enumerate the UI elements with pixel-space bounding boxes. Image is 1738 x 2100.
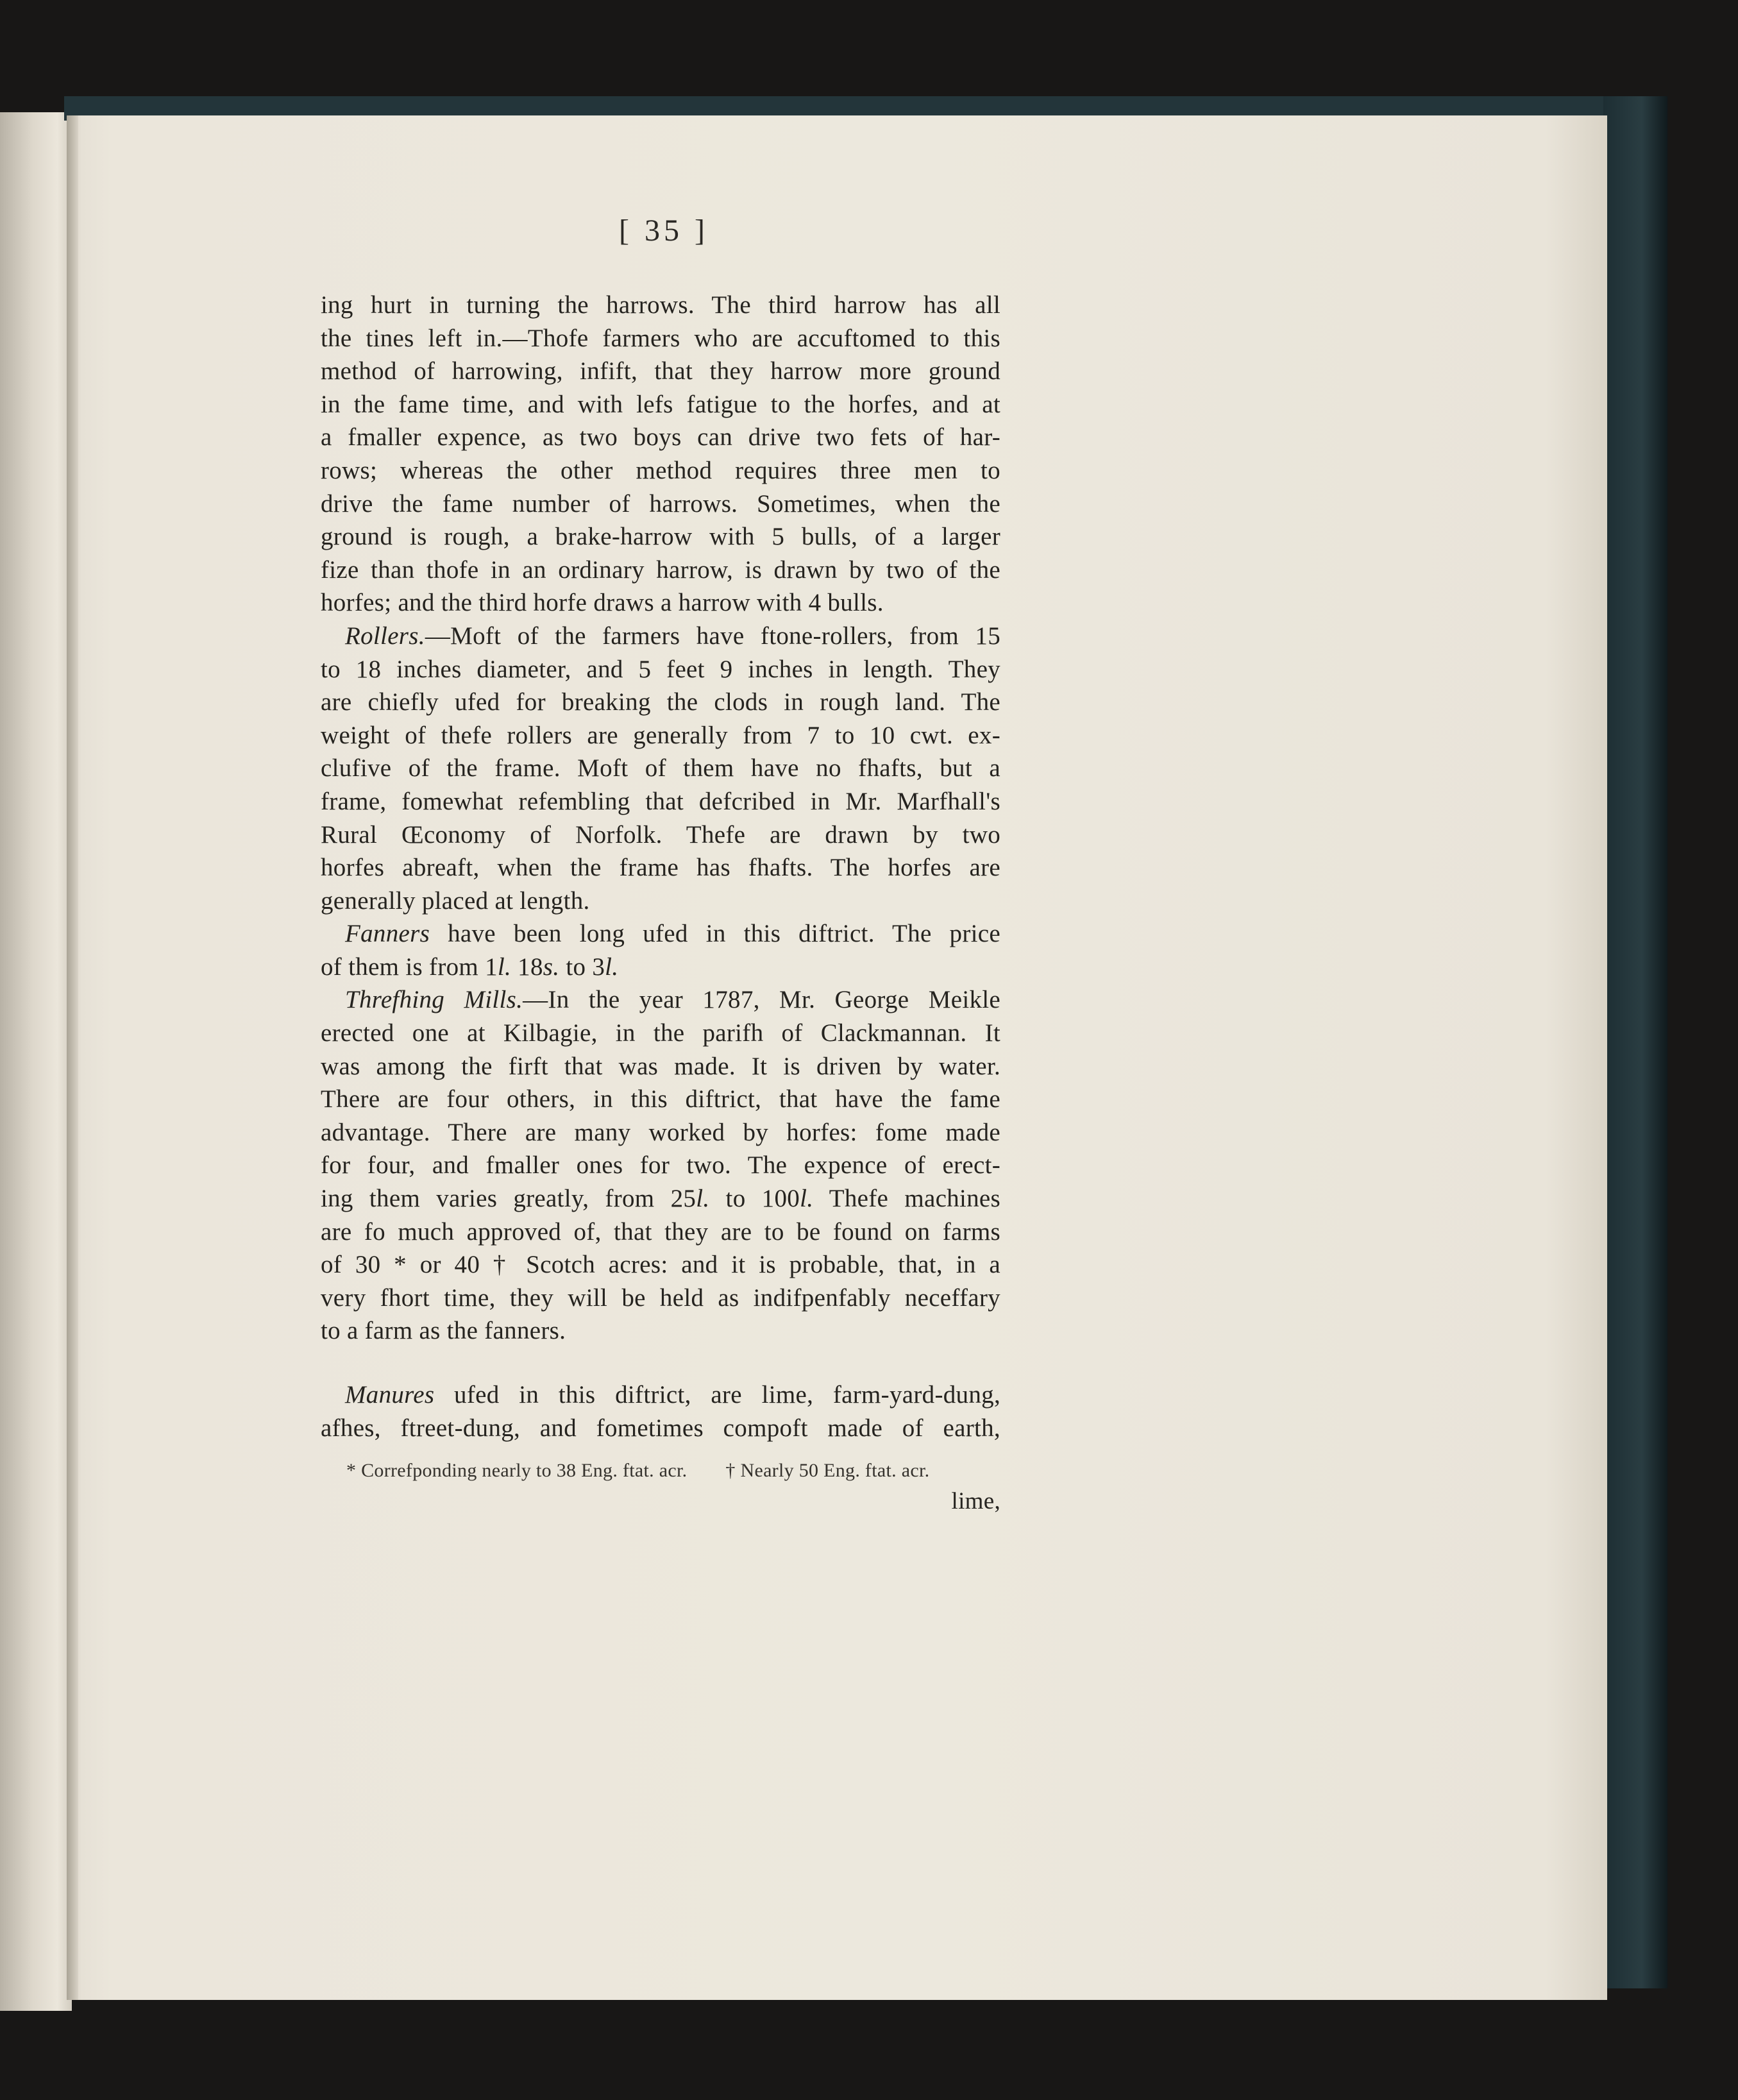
- text-line: ground is rough, a brake-harrow with 5 bulls, of a larger: [321, 523, 1000, 551]
- text-line: [321, 1378, 1000, 1412]
- text-line: are chiefly ufed for breaking the clods in rough land. The: [321, 688, 1000, 716]
- text-line: a fmaller expence, as two boys can drive two fets of har-: [321, 423, 1000, 452]
- section-head-fanners: Fanners: [345, 920, 430, 948]
- text-line: [321, 917, 1000, 951]
- pound-abbrev: l.: [696, 1185, 710, 1213]
- shilling-abbrev: s.: [543, 953, 560, 981]
- text-line: of 30 * or 40 † Scotch acres: and it is probable, that, in a: [321, 1251, 1000, 1279]
- book-cover-right: [1603, 96, 1667, 1988]
- text-line: [321, 1182, 1000, 1215]
- text-line: generally placed at length.: [321, 886, 590, 915]
- text-line: the tines left in.—Thofe farmers who are accuftomed to this: [321, 324, 1000, 352]
- paragraph-threshing-mills: [321, 983, 1000, 1348]
- section-head-manures: Manures: [345, 1381, 435, 1409]
- text-line: There are four others, in this diftrict, that have the fame: [321, 1085, 1000, 1114]
- text-line: [321, 951, 1000, 984]
- text-line: frame, fomewhat refembling that defcribed in Mr. Marfhall's: [321, 787, 1000, 815]
- text-run: to 100: [709, 1185, 800, 1213]
- text-line: are fo much approved of, that they are to be found on farms: [321, 1217, 1000, 1246]
- text-line: method of harrowing, infift, that they harrow more ground: [321, 357, 1000, 385]
- footnotes: [321, 1456, 1000, 1486]
- pound-abbrev: l.: [497, 953, 512, 981]
- text-line: to 18 inches diameter, and 5 feet 9 inches in length. They: [321, 655, 1000, 683]
- text-line: [321, 983, 1000, 1017]
- page-text: [321, 212, 1000, 1518]
- footnote: † Nearly 50 Eng. ftat. acr.: [725, 1460, 930, 1482]
- section-head-threshing-mills: Threfhing Mills.: [345, 986, 523, 1014]
- text-run: —In the year 1787, Mr. George Meikle: [523, 986, 1001, 1014]
- text-run: 18: [511, 953, 543, 981]
- text-line: rows; whereas the other method requires three men to: [321, 456, 1000, 484]
- text-line: fize than thofe in an ordinary harrow, is drawn by two of the: [321, 555, 1000, 584]
- text-line: afhes, ftreet-dung, and fometimes compoft made of earth,: [321, 1414, 1000, 1442]
- text-line: ing hurt in turning the harrows. The third harrow has all: [321, 291, 1000, 319]
- text-line: to a farm as the fanners.: [321, 1317, 566, 1345]
- text-run: to 3: [559, 953, 605, 981]
- text-run: of them is from 1: [321, 953, 498, 981]
- text-run: ing them varies greatly, from 25: [321, 1185, 696, 1213]
- text-line: in the fame time, and with lefs fatigue to the horfes, and at: [321, 390, 1000, 418]
- text-run: have been long ufed in this diftrict. The price: [430, 920, 1000, 948]
- pound-abbrev: l.: [800, 1185, 814, 1213]
- text-run: ufed in this diftrict, are lime, farm-yard-dung,: [434, 1381, 1000, 1409]
- text-run: —Moft of the farmers have ftone-rollers, from 15: [425, 622, 1000, 650]
- section-head-rollers: Rollers.: [345, 622, 425, 650]
- text-line: was among the firft that was made. It is driven by water.: [321, 1052, 1000, 1080]
- footnote: * Correfponding nearly to 38 Eng. ftat. acr.: [346, 1460, 688, 1482]
- text-line: horfes; and the third horfe draws a harrow with 4 bulls.: [321, 589, 884, 617]
- text-line: drive the fame number of harrows. Sometimes, when the: [321, 489, 1000, 518]
- text-line: horfes abreaft, when the frame has fhafts. The horfes are: [321, 854, 1000, 882]
- text-line: very fhort time, they will be held as indifpenfably neceffary: [321, 1283, 1000, 1312]
- paragraph-manures: [321, 1378, 1000, 1444]
- pound-abbrev: l.: [605, 953, 619, 981]
- text-line: for four, and fmaller ones for two. The expence of erect-: [321, 1151, 1000, 1180]
- text-line: weight of thefe rollers are generally from 7 to 10 cwt. ex-: [321, 721, 1000, 749]
- paragraph-rollers: [321, 620, 1000, 917]
- page-number: [ 35 ]: [619, 214, 709, 248]
- text-line: advantage. There are many worked by horfes: fome made: [321, 1118, 1000, 1146]
- text-line: [321, 620, 1000, 653]
- page-gutter: [67, 115, 78, 2000]
- left-page-edge: [0, 112, 72, 2011]
- text-line: clufive of the frame. Moft of them have no fhafts, but a: [321, 754, 1000, 783]
- paragraph-harrows: [321, 289, 1000, 620]
- text-line: erected one at Kilbagie, in the parifh of Clackmannan. It: [321, 1019, 1000, 1047]
- text-line: Rural Œconomy of Norfolk. Thefe are drawn by two: [321, 820, 1000, 849]
- text-run: Thefe machines: [813, 1185, 1001, 1213]
- paragraph-fanners: [321, 917, 1000, 983]
- catchword: lime,: [951, 1488, 1000, 1515]
